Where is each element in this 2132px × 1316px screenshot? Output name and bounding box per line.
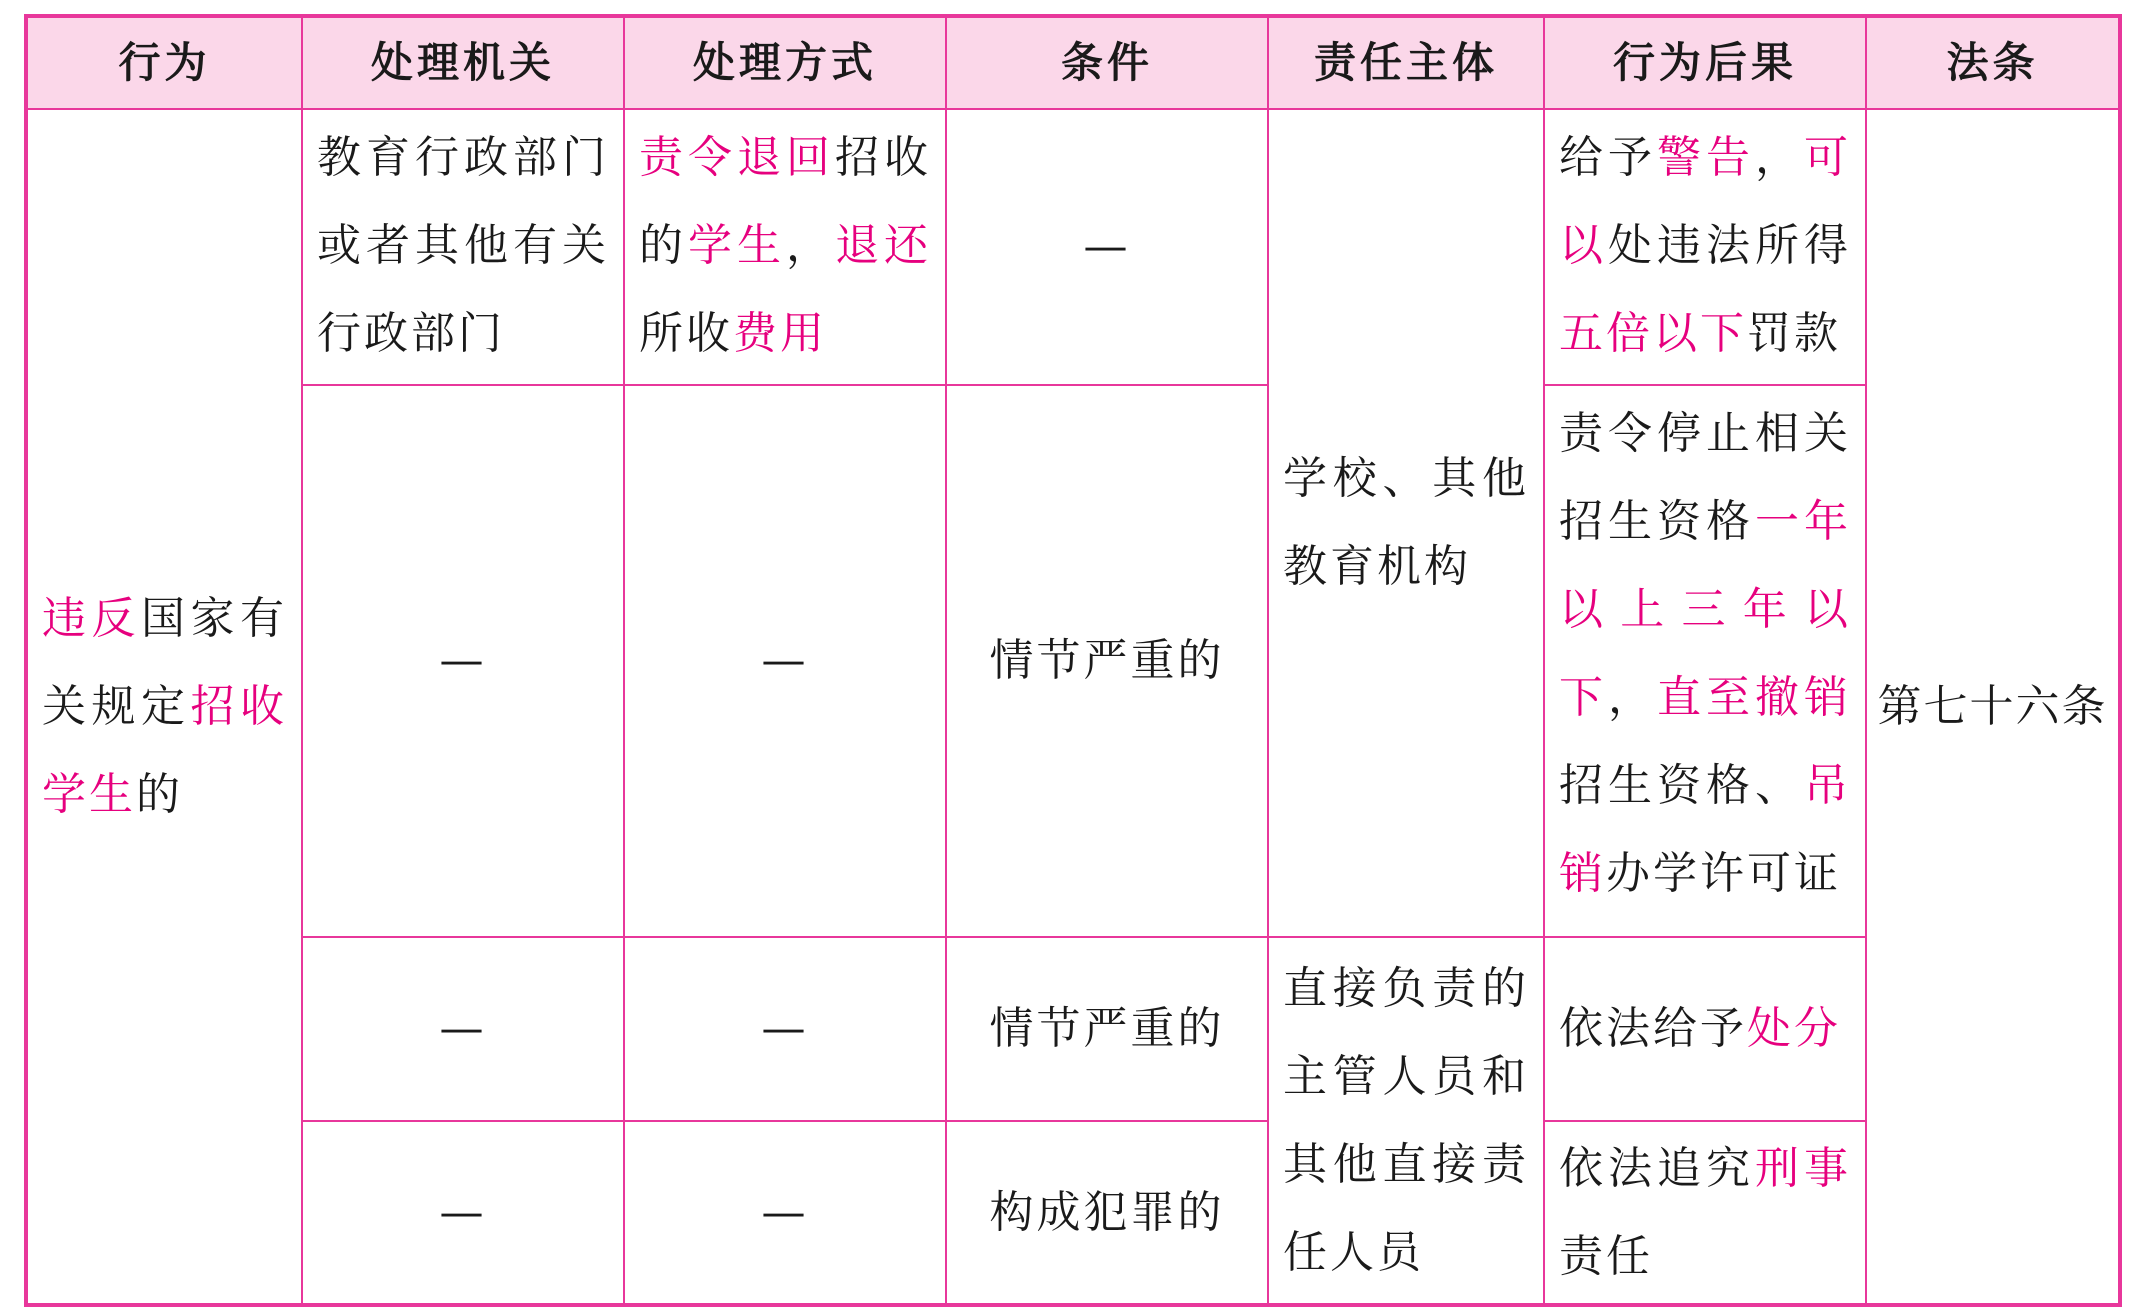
method-text: ， (786, 220, 835, 271)
consequence-highlight: 处分 (1747, 1003, 1841, 1054)
consequence-highlight: 一年以上三年以下 (1559, 496, 1851, 723)
consequence-cell (1544, 109, 1866, 385)
behavior-text: 的 (136, 768, 183, 820)
method-cell: — (624, 385, 946, 937)
method-cell: — (624, 937, 946, 1121)
method-text: 招收的 (639, 132, 931, 271)
behavior-highlight: 招收学生 (42, 680, 287, 820)
header-condition: 条件 (946, 16, 1268, 109)
consequence-highlight: 警告 (1657, 132, 1755, 183)
consequence-text: 依法给予 (1559, 1003, 1747, 1054)
header-article: 法条 (1866, 16, 2120, 109)
table-row (26, 385, 2120, 937)
method-highlight: 退还 (835, 220, 931, 271)
consequence-text: 依法追究 (1559, 1142, 1755, 1194)
consequence-text: 招生资格、 (1559, 760, 1804, 811)
consequence-text: 责令停止相关招生资格 (1559, 408, 1851, 547)
header-method: 处理方式 (624, 16, 946, 109)
method-highlight: 责令退回 (639, 132, 835, 183)
consequence-cell (1544, 385, 1866, 937)
consequence-text: 办学许可证 (1606, 848, 1841, 899)
consequence-text: ， (1608, 672, 1657, 723)
consequence-text: 责任 (1559, 1230, 1653, 1282)
article-cell: 第七十六条 (1866, 109, 2120, 1305)
condition-cell: 情节严重的 (946, 385, 1268, 937)
condition-cell: 情节严重的 (946, 937, 1268, 1121)
table-row (26, 109, 2120, 385)
condition-cell: 构成犯罪的 (946, 1121, 1268, 1305)
condition-cell: — (946, 109, 1268, 385)
header-row (26, 16, 2120, 109)
consequence-highlight: 刑事 (1755, 1142, 1851, 1194)
consequence-highlight: 吊销 (1559, 760, 1851, 899)
header-subject: 责任主体 (1268, 16, 1544, 109)
authority-cell: — (302, 937, 624, 1121)
behavior-highlight: 违反 (42, 592, 141, 644)
table-row (26, 1121, 2120, 1305)
subject-cell-school: 学校、其他教育机构 (1268, 109, 1544, 937)
consequence-highlight: 五倍以下 (1559, 308, 1747, 359)
behavior-text: 国家有关规定 (42, 592, 287, 732)
law-table (24, 14, 2122, 1307)
header-authority: 处理机关 (302, 16, 624, 109)
consequence-cell (1544, 937, 1866, 1121)
table-row (26, 937, 2120, 1121)
method-highlight: 费用 (733, 308, 827, 359)
method-cell: — (624, 1121, 946, 1305)
header-behavior: 行为 (26, 16, 302, 109)
consequence-text: 处违法所得 (1608, 220, 1851, 271)
consequence-text: 给予 (1559, 132, 1657, 183)
method-cell (624, 109, 946, 385)
consequence-text: ， (1755, 132, 1804, 183)
consequence-highlight: 直至撤销 (1657, 672, 1851, 723)
header-consequence: 行为后果 (1544, 16, 1866, 109)
authority-cell: 教育行政部门或者其他有关行政部门 (302, 109, 624, 385)
behavior-cell (26, 109, 302, 1305)
authority-cell: — (302, 385, 624, 937)
subject-cell-staff: 直接负责的主管人员和其他直接责任人员 (1268, 937, 1544, 1305)
authority-cell: — (302, 1121, 624, 1305)
method-highlight: 学生 (688, 220, 786, 271)
consequence-cell (1544, 1121, 1866, 1305)
consequence-highlight: 可以 (1559, 132, 1851, 271)
consequence-text: 罚款 (1747, 308, 1841, 359)
method-text: 所收 (639, 308, 733, 359)
